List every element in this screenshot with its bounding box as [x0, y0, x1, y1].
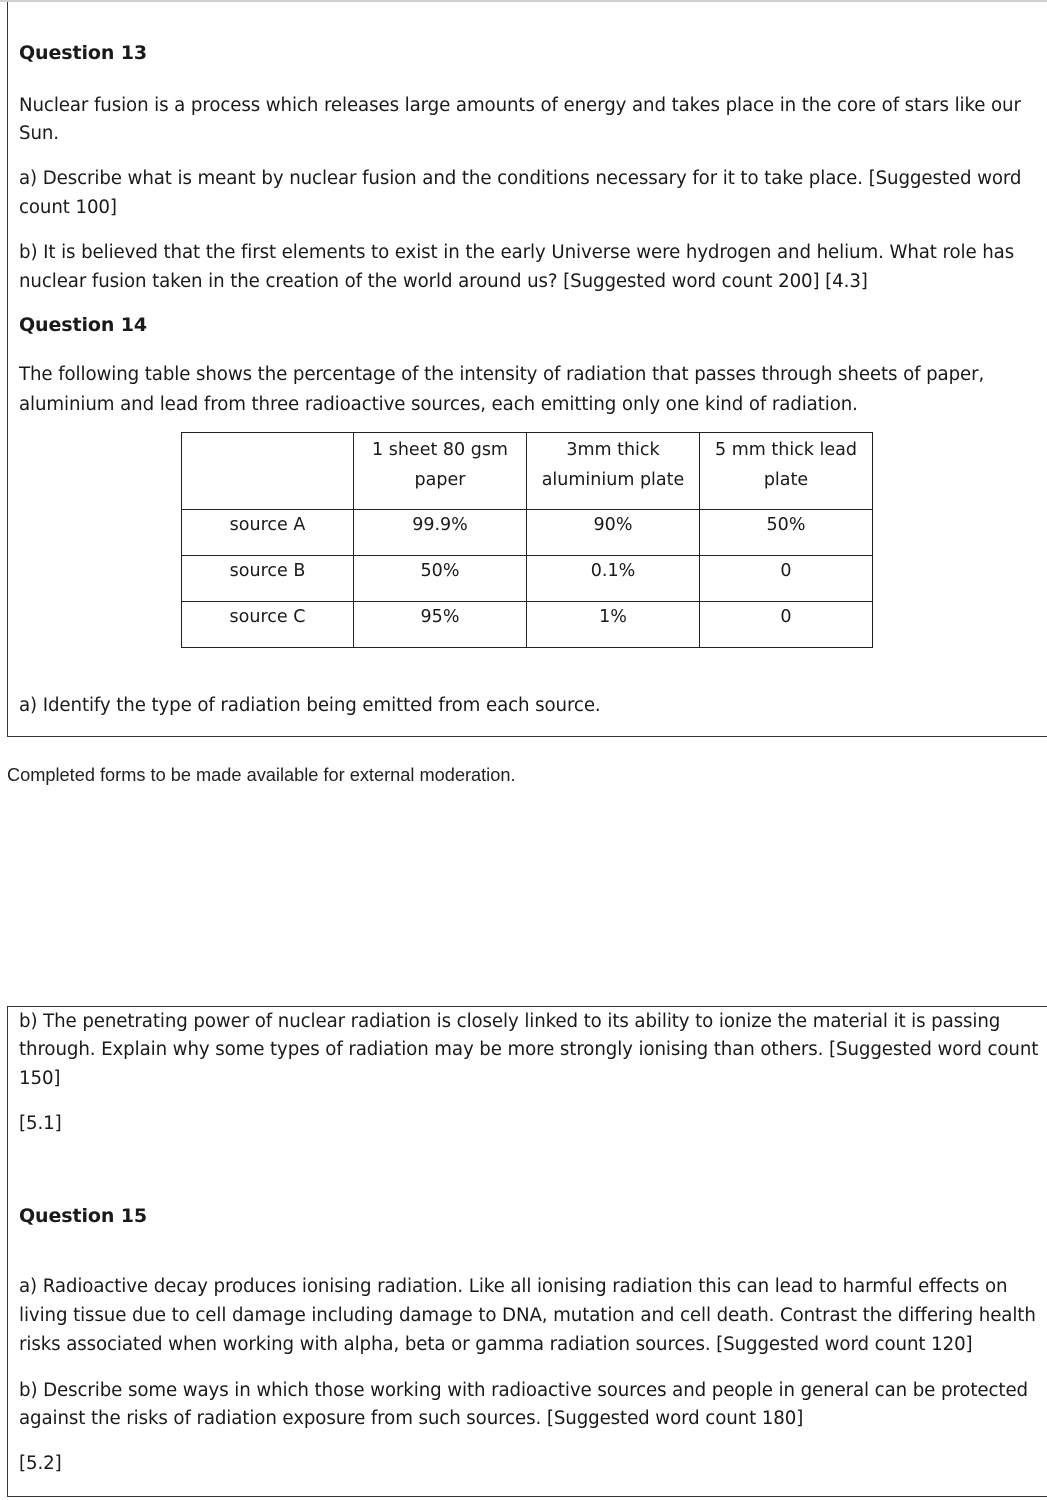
q14-part-b-line1: b) The penetrating power of nuclear radiation is closely linked to its ability to ionize the material it is passing [19, 1011, 1001, 1032]
question-14-heading: Question 14 [19, 314, 148, 336]
header-lead-line1: 5 mm thick lead [715, 440, 857, 460]
table-header-cell [700, 433, 873, 510]
q14-part-a: a) Identify the type of radiation being emitted from each source. [19, 695, 601, 716]
q13-intro-line1: Nuclear fusion is a process which releases large amounts of energy and takes place in the core of stars like our [19, 95, 1021, 116]
table-row [182, 602, 873, 648]
table-header-cell [527, 433, 700, 510]
table-header-cell [182, 433, 354, 510]
q13-part-a-line2: count 100] [19, 197, 117, 218]
header-lead-line2: plate [763, 470, 809, 490]
table-row [182, 556, 873, 602]
question-15-heading: Question 15 [19, 1205, 148, 1227]
q15-reference: [5.2] [19, 1453, 62, 1474]
table-cell: 99.9% [354, 510, 527, 556]
radiation-intensity-table [181, 432, 873, 648]
table-header-cell [354, 433, 527, 510]
q13-part-b-line1: b) It is believed that the first elements to exist in the early Universe were hydrogen and helium. What role has [19, 242, 1015, 263]
table-cell: 1% [527, 602, 700, 648]
q14-intro-line2: aluminium and lead from three radioactive sources, each emitting only one kind of radiation. [19, 394, 858, 415]
q13-part-a-line1: a) Describe what is meant by nuclear fusion and the conditions necessary for it to take place. [Suggested word [19, 168, 1022, 189]
questions-panel-top [7, 2, 1047, 737]
table-cell: 0 [700, 602, 873, 648]
q15-part-a-line2: living tissue due to cell damage including damage to DNA, mutation and cell death. Contrast the differing health [19, 1305, 1036, 1326]
moderation-note: Completed forms to be made available for external moderation. [7, 765, 516, 785]
table-cell: 50% [354, 556, 527, 602]
header-aluminium-line2: aluminium plate [541, 470, 685, 490]
q15-part-a-line3: risks associated when working with alpha, beta or gamma radiation sources. [Suggested word count 120] [19, 1334, 973, 1355]
table-row [182, 510, 873, 556]
q13-part-b-line2: nuclear fusion taken in the creation of the world around us? [Suggested word count 200] [4.3] [19, 271, 868, 292]
q15-part-b-line1: b) Describe some ways in which those working with radioactive sources and people in general can be protected [19, 1380, 1028, 1401]
table-header-row [182, 433, 873, 510]
table-cell: 90% [527, 510, 700, 556]
table-cell: 50% [700, 510, 873, 556]
header-aluminium-line1: 3mm thick [566, 440, 660, 460]
q14-part-b-line3: 150] [19, 1068, 61, 1089]
q13-intro-line2: Sun. [19, 123, 59, 144]
header-paper-line1: 1 sheet 80 gsm [372, 440, 508, 460]
table-cell: 0 [700, 556, 873, 602]
header-paper-line2: paper [414, 470, 466, 490]
table-cell: 95% [354, 602, 527, 648]
table-cell: source B [182, 556, 354, 602]
q14-intro-line1: The following table shows the percentage of the intensity of radiation that passes through sheets of paper, [19, 364, 985, 385]
table-cell: source A [182, 510, 354, 556]
question-13-heading: Question 13 [19, 42, 148, 64]
q15-part-a-line1: a) Radioactive decay produces ionising radiation. Like all ionising radiation this can lead to harmful effects on [19, 1276, 1008, 1297]
table-cell: source C [182, 602, 354, 648]
table-cell: 0.1% [527, 556, 700, 602]
q14-reference: [5.1] [19, 1113, 62, 1134]
q15-part-b-line2: against the risks of radiation exposure from such sources. [Suggested word count 180] [19, 1408, 804, 1429]
questions-panel-bottom [7, 1006, 1047, 1497]
q14-part-b-line2: through. Explain why some types of radiation may be more strongly ionising than others. [Suggested word count [19, 1039, 1039, 1060]
